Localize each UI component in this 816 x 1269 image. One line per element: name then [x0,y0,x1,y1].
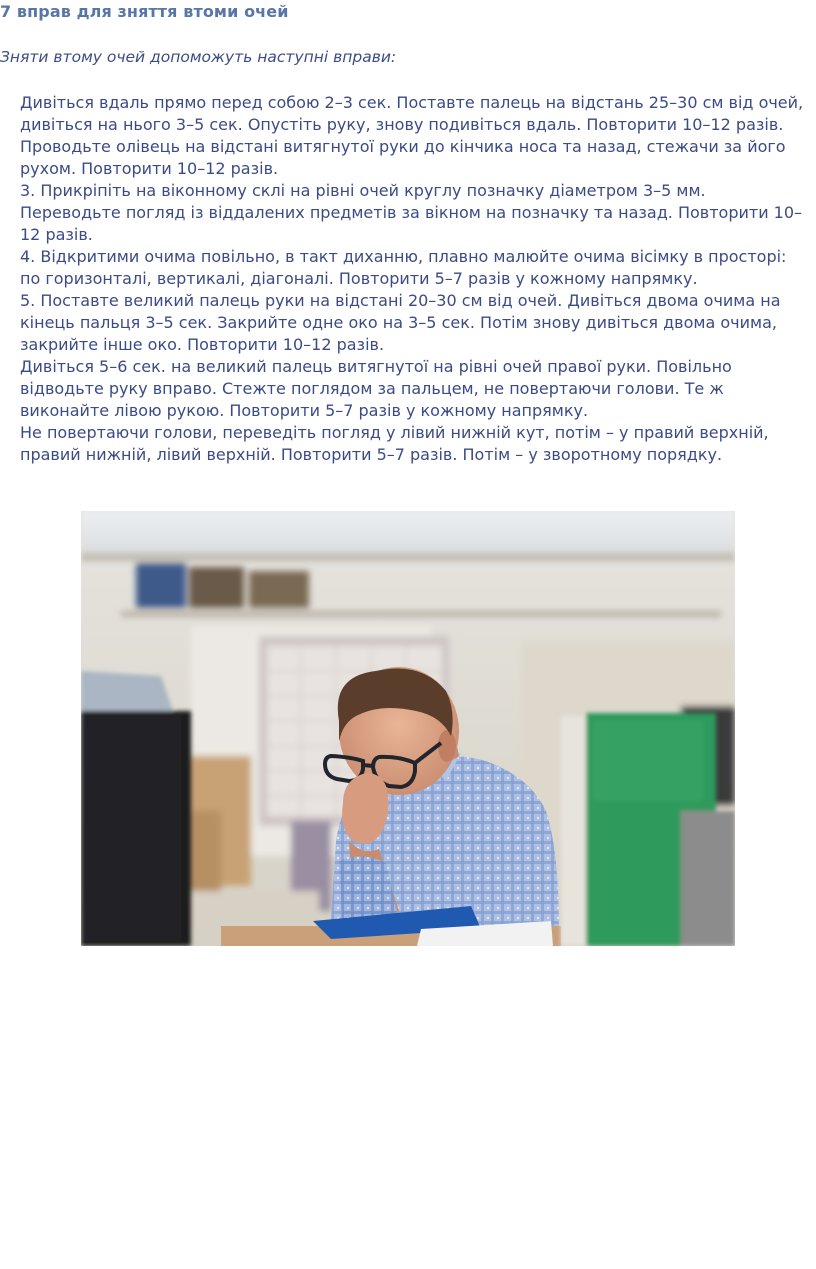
page-title: 7 вправ для зняття втоми очей [0,2,289,21]
exercise-item-6: Дивіться 5–6 сек. на великий палець витягнутої на рівні очей правої руки. Повільно відводьте руку вправо. Стежте поглядом за пальцем, не повертаючи голови. Те ж виконайте лівою рукою. Повторити 5–7 разів у кожному напрямку. [20,357,732,420]
exercise-item-2: Проводьте олівець на відстані витягнутої руки до кінчика носа та назад, стежачи за його рухом. Повторити 10–12 разів. [20,137,786,178]
exercise-item-5: 5. Поставте великий палець руки на відстані 20–30 см від очей. Дивіться двома очима на кінець пальця 3–5 сек. Закрийте одне око на 3–5 сек. Потім знову дивіться двома очима, закрийте інше око. Повторити 10–12 разів. [20,291,781,354]
exercise-item-4: 4. Відкритими очима повільно, в такт диханню, плавно малюйте очима вісімку в просторі: по горизонталі, вертикалі, діагоналі. Повторити 5–7 разів у кожному напрямку. [20,247,787,288]
exercise-item-7: Не повертаючи голови, переведіть погляд у лівий нижній кут, потім – у правий верхній, правий нижній, лівий верхній. Повторити 5–7 разів. Потім – у зворотному порядку. [20,423,769,464]
intro-text: Зняти втому очей допоможуть наступні вправи: [0,48,397,66]
tired-man-photo [81,511,735,946]
exercise-list [20,92,805,466]
exercise-item-1: Дивіться вдаль прямо перед собою 2–3 сек. Поставте палець на відстань 25–30 см від очей, дивіться на нього 3–5 сек. Опустіть руку, знову подивіться вдаль. Повторити 10–12 разів. [20,93,804,134]
office-scene-illustration [81,511,735,946]
exercise-item-3: 3. Прикріпіть на віконному склі на рівні очей круглу позначку діаметром 3–5 мм. Переводьте погляд із віддалених предметів за вікном на позначку та назад. Повторити 10–12 разів. [20,181,803,244]
